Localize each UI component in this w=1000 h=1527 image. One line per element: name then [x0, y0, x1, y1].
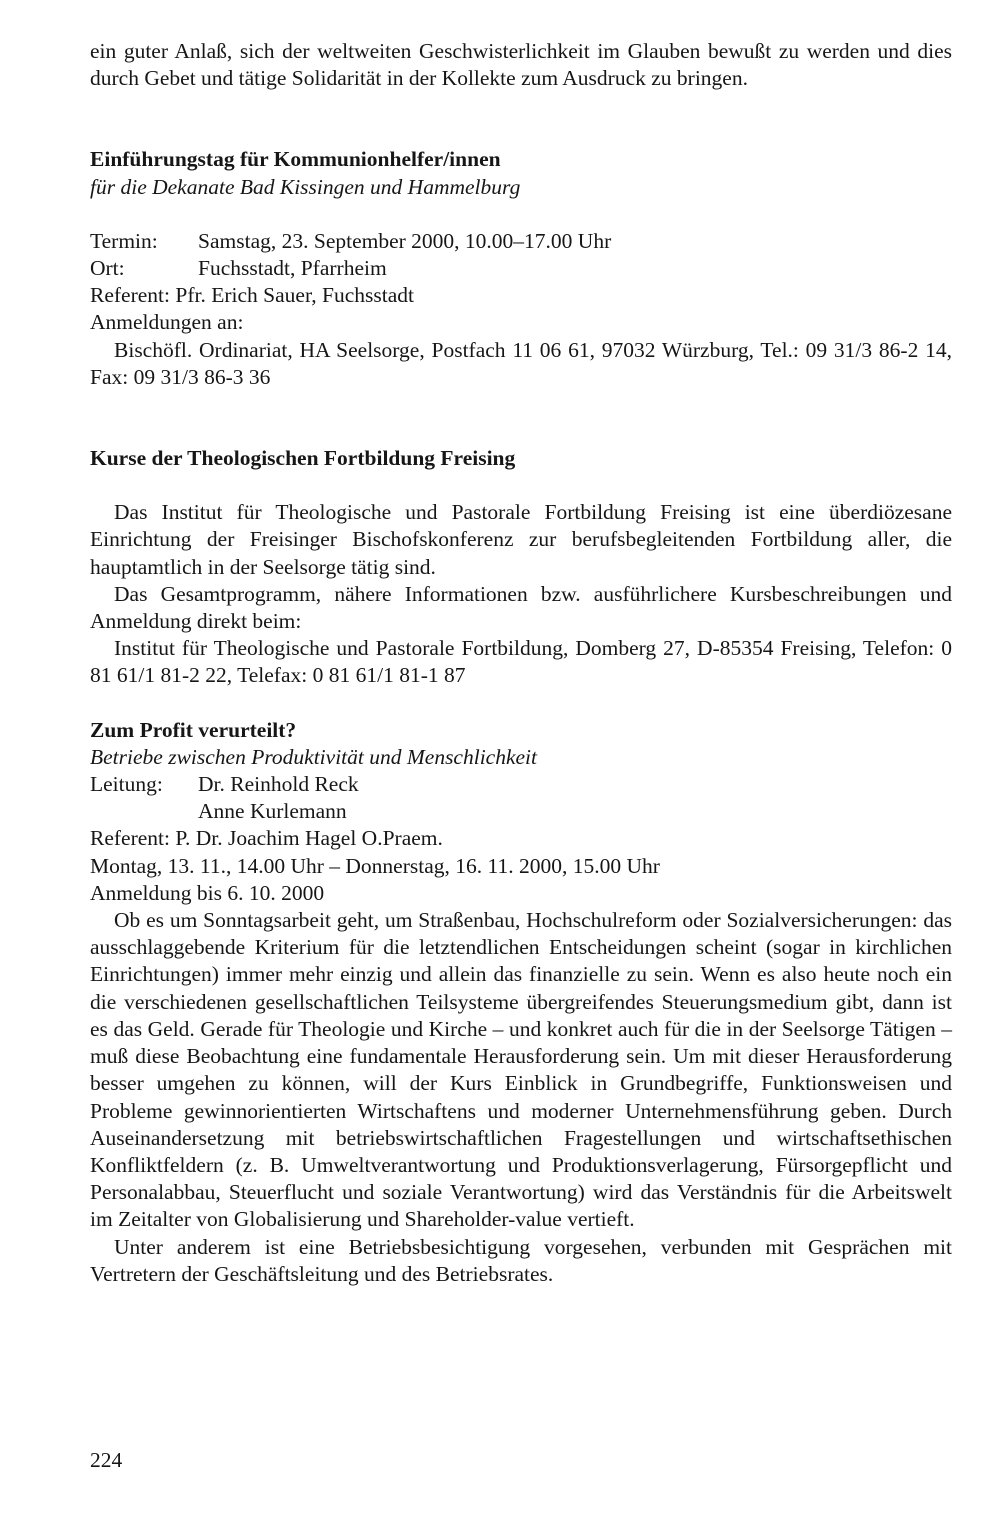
event-communion-helpers [90, 146, 952, 391]
ort-value: Fuchsstadt, Pfarrheim [198, 256, 387, 281]
leitung-name-2: Anne Kurlemann [198, 799, 347, 824]
leitung-row-1 [90, 771, 952, 798]
anmeldung-address: Bischöfl. Ordinariat, HA Seelsorge, Postfach 11 06 61, 97032 Würzburg, Tel.: 09 31/3 86-2 14, Fax: 09 31/3 86-3 36 [90, 337, 952, 389]
event-subtitle: für die Dekanate Bad Kissingen und Hammelburg [90, 174, 521, 199]
termin-value: Samstag, 23. September 2000, 10.00–17.00 Uhr [198, 228, 612, 253]
freising-para-1: Das Institut für Theologische und Pastorale Fortbildung Freising ist eine überdiözesane Einrichtung der Freisinger Bischofskonferenz zur berufsbegleitenden Fortbildung aller, die hauptamtlich in der Seelsorge tätig sind. [90, 500, 952, 579]
course-body-2: Unter anderem ist eine Betriebsbesichtigung vorgesehen, verbunden mit Gesprächen mit Vertretern der Geschäftsleitung und des Betriebsrates. [90, 1234, 952, 1286]
section-freising [90, 445, 952, 690]
freising-para-3: Institut für Theologische und Pastorale Fortbildung, Domberg 27, D-85354 Freising, Telefon: 0 81 61/1 81-2 22, Telefax: 0 81 61/1 81-1 87 [90, 636, 952, 688]
termin-label: Termin: [90, 228, 158, 253]
referent-row [90, 282, 952, 309]
event-title: Einführungstag für Kommunionhelfer/innen [90, 147, 501, 172]
course-body-1: Ob es um Sonntagsarbeit geht, um Straßenbau, Hochschulreform oder Sozialversicherungen: das ausschlaggebende Kriterium für die letztendlichen Entscheidungen scheint (sogar in kirchlichen Einrichtungen) immer mehr einzig und allein das finanzielle zu sein. Wenn es also heute noch ein die verschiedenen gesellschaftlichen Teilsysteme übergreifendes Steuerungsmedium gibt, dann ist es das Geld. Gerade für Theologie und Kirche – und konkret auch für die in der Seelsorge Tätigen – muß diese Beobachtung eine fundamentale Herausforderung sein. Um mit dieser Herausforderung besser umgehen zu können, will der Kurs Einblick in Grundbegriffe, Funktionsweisen und Probleme gewinnorientierten Wirtschaftens und moderner Unternehmensführung geben. Durch Auseinandersetzung mit betriebswirtschaftlichen Fragestellungen und wirtschaftsethischen Konfliktfeldern (z. B. Umweltverantwortung und Produktionsverlagerung, Fürsorgepflicht und Personalabbau, Steuerflucht und soziale Verantwortung) wird das Verständnis für die Arbeitswelt im Zeitalter von Globalisierung und Shareholder-value vertieft. [90, 908, 952, 1232]
intro-paragraph: ein guter Anlaß, sich der weltweiten Geschwisterlichkeit im Glauben bewußt zu werden und dies durch Gebet und tätige Solidarität in der Kollekte zum Ausdruck zu bringen. [90, 39, 952, 91]
freising-para-2: Das Gesamtprogramm, nähere Informationen bzw. ausführlichere Kursbeschreibungen und Anmeldung direkt beim: [90, 581, 952, 634]
termin-row [90, 228, 952, 255]
course-subtitle: Betriebe zwischen Produktivität und Menschlichkeit [90, 744, 537, 769]
anmeldung-label: Anmeldungen an: [90, 310, 244, 335]
course-profit [90, 717, 952, 1288]
leitung-name-1: Dr. Reinhold Reck [198, 772, 359, 797]
section-body [90, 499, 952, 689]
course-deadline: Anmeldung bis 6. 10. 2000 [90, 880, 325, 905]
course-referent-value: P. Dr. Joachim Hagel O.Praem. [175, 826, 443, 851]
referent-value: Pfr. Erich Sauer, Fuchsstadt [175, 283, 414, 308]
page-number: 224 [90, 1448, 123, 1472]
event-details [90, 228, 952, 391]
leitung-row-2 [90, 798, 952, 825]
course-dates: Montag, 13. 11., 14.00 Uhr – Donnerstag, 16. 11. 2000, 15.00 Uhr [90, 853, 660, 878]
page-content [90, 38, 952, 1288]
referent-label: Referent: [90, 283, 170, 308]
leitung-spacer [90, 798, 198, 825]
section-title: Kurse der Theologischen Fortbildung Freising [90, 446, 516, 471]
ort-row [90, 255, 952, 282]
course-referent-label: Referent: [90, 826, 170, 851]
course-title: Zum Profit verurteilt? [90, 717, 297, 742]
ort-label: Ort: [90, 256, 125, 281]
leitung-label: Leitung: [90, 772, 163, 797]
course-referent-row [90, 825, 952, 852]
